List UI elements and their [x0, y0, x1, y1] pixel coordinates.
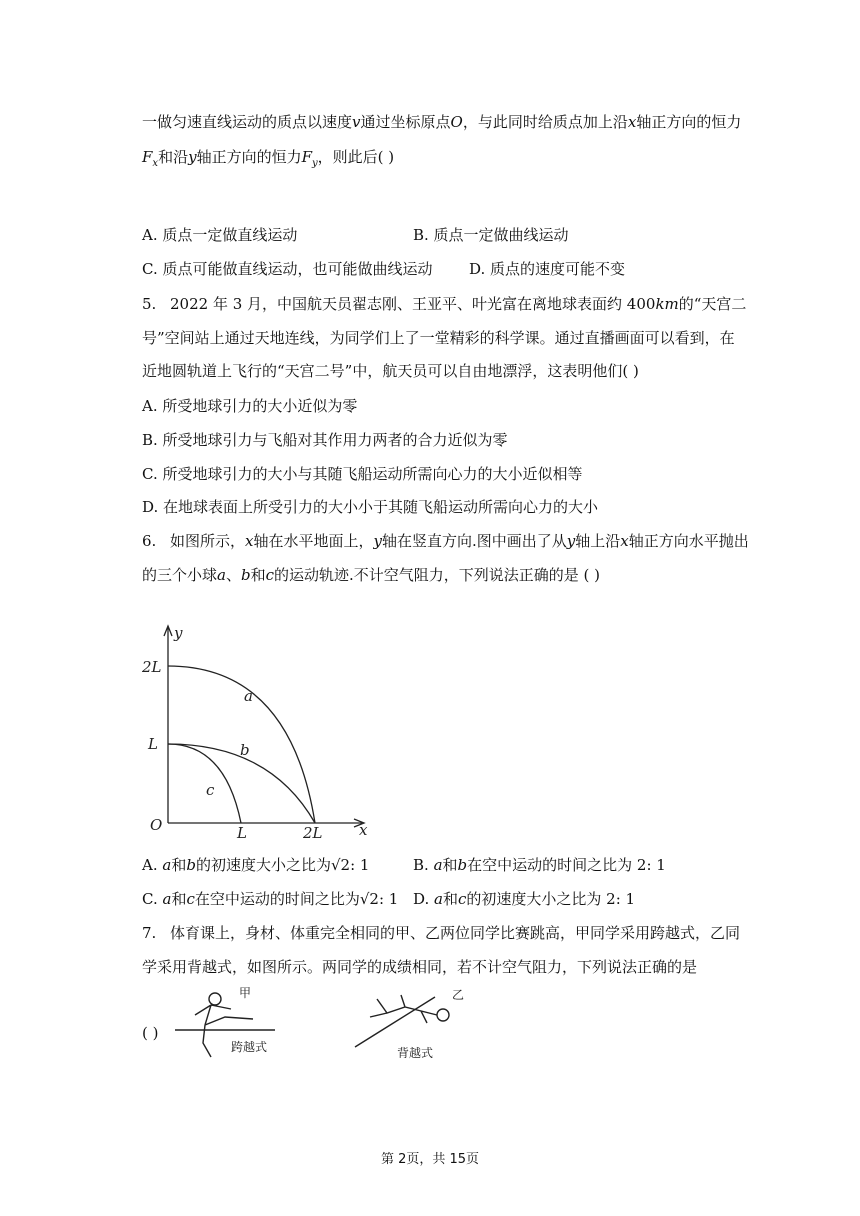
trajectory-figure	[140, 618, 380, 843]
jumper-right-head	[437, 1009, 449, 1021]
q4-text: 轴正方向的恒力	[196, 148, 302, 166]
q6-stem-line-2	[142, 565, 600, 585]
math-v: v	[352, 113, 361, 131]
q5-stem-line-2: 号”空间站上通过天地连线，为同学们上了一堂精彩的科学课。通过直播画面可以看到，在	[142, 329, 735, 347]
math-y: y	[373, 532, 382, 550]
q6-text: 的初速度大小之比为	[195, 856, 331, 874]
curve-label-b: b	[240, 741, 250, 759]
label-L-x: L	[237, 824, 247, 842]
math-F: F	[142, 148, 153, 166]
math-y: y	[566, 532, 576, 550]
math-km: km	[655, 295, 679, 313]
trajectory-c	[168, 744, 241, 823]
q6-stem-line-1	[142, 531, 749, 551]
q6-text: 轴正方向水平抛出	[628, 532, 749, 550]
high-jump-figure	[165, 985, 485, 1070]
q4-option-c: C. 质点可能做直线运动，也可能做曲线运动	[142, 260, 433, 278]
label-x: x	[359, 821, 368, 839]
q5-option-b: B. 所受地球引力与飞船对其作用力两者的合力近似为零	[142, 431, 508, 449]
q6-text: 和	[442, 856, 458, 874]
q6-text: 如图所示，	[170, 532, 246, 550]
math-a: a	[434, 890, 443, 908]
q5-option-a: A. 所受地球引力的大小近似为零	[142, 397, 358, 415]
q6-text: 轴在竖直方向.图中画出了从	[381, 532, 567, 550]
label-beiyue: 背越式	[397, 1046, 434, 1060]
label-yi: 乙	[452, 988, 465, 1002]
math-a: a	[162, 890, 172, 908]
q4-text: ，与此同时给质点加上沿	[462, 113, 628, 131]
math-c: c	[186, 890, 195, 908]
q7-text: 体育课上，身材、体重完全相同的甲、乙两位同学比赛跳高，甲同学采用跨越式，乙同	[170, 924, 741, 942]
math-O: O	[450, 113, 463, 131]
math-x: x	[620, 532, 629, 550]
math-b: b	[457, 856, 468, 874]
math-c: c	[458, 890, 467, 908]
math-a: a	[217, 566, 226, 584]
label-2L-y: 2L	[142, 658, 162, 676]
label-2L-x: 2L	[303, 824, 323, 842]
q5-option-c: C. 所受地球引力的大小与其随飞船运动所需向心力的大小近似相等	[142, 465, 583, 483]
q4-text: 通过坐标原点	[360, 113, 451, 131]
q6-text: 轴上沿	[575, 532, 621, 550]
q6-option-a	[142, 855, 369, 875]
q4-text: 一做匀速直线运动的质点以速度	[142, 113, 353, 131]
math-c: c	[265, 566, 275, 584]
math-sub-x: x	[152, 158, 159, 169]
question-number: 6.	[142, 532, 157, 550]
q4-stem-line-1	[142, 112, 741, 132]
q6-text: 和	[250, 566, 266, 584]
q6-text: 、	[225, 566, 241, 584]
math-a: a	[162, 856, 172, 874]
math-b: b	[240, 566, 251, 584]
q4-option-d: D. 质点的速度可能不变	[469, 260, 626, 278]
q4-text: 轴正方向的恒力	[636, 113, 742, 131]
q5-text: 2022 年 3 月，中国航天员翟志刚、王亚平、叶光富在离地球表面约 400	[170, 295, 656, 313]
q6-text: 和	[442, 890, 458, 908]
label-O: O	[150, 816, 163, 834]
q6-text: 轴在水平地面上，	[253, 532, 374, 550]
math-x: x	[245, 532, 254, 550]
jumper-left-head	[209, 993, 221, 1005]
math-a: a	[433, 856, 443, 874]
ratio: √2: 1	[359, 890, 399, 908]
ratio: √2: 1	[330, 856, 370, 874]
q6-text: 的初速度大小之比为 2: 1	[466, 890, 636, 908]
math-y: y	[188, 148, 197, 166]
label-L-y: L	[148, 735, 158, 753]
label-y: y	[174, 624, 183, 642]
label-jia: 甲	[239, 986, 252, 1000]
label-kuayue: 跨越式	[231, 1040, 268, 1054]
jumper-right-body	[370, 995, 437, 1023]
q7-stem-line-2: 学采用背越式，如图所示。两同学的成绩相同，若不计空气阻力，下列说法正确的是	[142, 958, 698, 976]
q6-option-c	[142, 889, 398, 909]
q6-text: 在空中运动的时间之比为	[194, 890, 360, 908]
curve-label-a: a	[244, 687, 253, 705]
page-footer: 第 2页，共 15页	[380, 1152, 480, 1167]
question-number: 7.	[142, 924, 157, 942]
crossbar-right	[355, 997, 435, 1047]
q4-text: 和沿	[158, 148, 189, 166]
q4-option-b: B. 质点一定做曲线运动	[413, 226, 569, 244]
q4-option-a: A. 质点一定做直线运动	[142, 226, 298, 244]
q6-text: C.	[142, 890, 163, 908]
q6-text: A.	[142, 856, 163, 874]
q5-option-d: D. 在地球表面上所受引力的大小小于其随飞船运动所需向心力的大小	[142, 498, 599, 516]
q5-stem-line-1	[142, 294, 746, 314]
q6-option-d	[413, 889, 635, 909]
math-sub-y: y	[312, 158, 318, 169]
curve-label-c: c	[206, 781, 215, 799]
q6-text: D.	[413, 890, 435, 908]
q5-stem-line-3: 近地圆轨道上飞行的“天宫二号”中，航天员可以自由地漂浮，这表明他们( )	[142, 362, 639, 380]
q7-answer-paren: ( )	[142, 1024, 159, 1042]
question-number: 5.	[142, 295, 157, 313]
q7-stem-line-1	[142, 923, 740, 943]
math-x: x	[627, 113, 637, 131]
q6-text: 在空中运动的时间之比为 2: 1	[467, 856, 666, 874]
q6-text: 和	[171, 856, 187, 874]
q6-option-b	[413, 855, 666, 875]
q6-text: 和	[171, 890, 187, 908]
q4-text: ，则此后( )	[317, 148, 395, 166]
q6-text: 的三个小球	[142, 566, 218, 584]
q5-text: 的“天宫二	[678, 295, 747, 313]
math-F: F	[301, 148, 312, 166]
q6-text: 的运动轨迹.不计空气阻力，下列说法正确的是 ( )	[274, 566, 601, 584]
q4-stem-line-2	[142, 147, 394, 174]
math-b: b	[186, 856, 196, 874]
q6-text: B.	[413, 856, 434, 874]
